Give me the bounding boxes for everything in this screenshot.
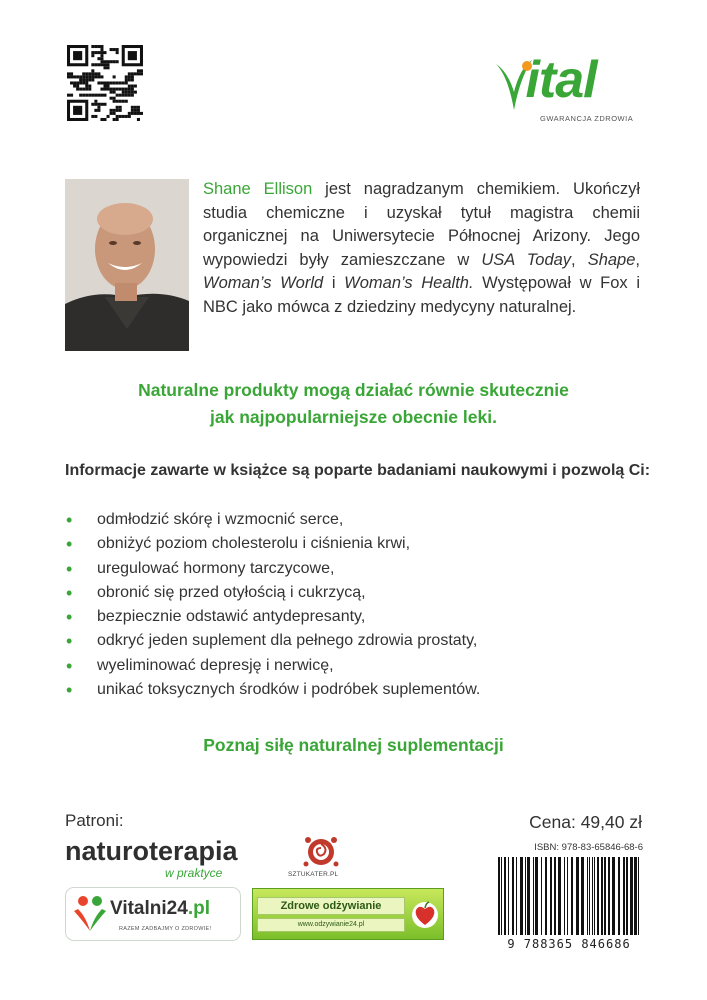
qr-code-icon — [67, 45, 143, 121]
closing-line: Poznaj siłę naturalnej suplementacji — [203, 735, 504, 755]
logo-wordmark: ital — [512, 51, 597, 109]
list-item: • wyeliminować depresję i nerwicę, — [65, 654, 665, 678]
heart-apple-icon — [411, 899, 439, 929]
list-item: • unikać toksycznych środków i podróbek suplementów. — [65, 678, 665, 702]
vitalni24-logo: Vitalni24.pl RAZEM ZADBAJMY O ZDROWIE! — [65, 887, 241, 941]
sztukater-logo: SZTUKATER.PL — [286, 834, 356, 882]
tagline: Naturalne produkty mogą działać równie skutecznie jak najpopularniejsze obecnie leki. — [138, 380, 569, 427]
sztukater-emblem-icon — [286, 834, 356, 870]
isbn: ISBN: 978-83-65846-68-6 — [534, 842, 643, 853]
patrons-label: Patroni: — [65, 811, 124, 830]
barcode-icon — [494, 857, 644, 939]
people-icon — [70, 891, 110, 937]
author-bio: Shane Ellison jest nagradzanym chemikiem. Ukończył studia chemiczne i uzyskał tytuł magistra chemii organicznej na Uniwersytecie Północnej Arizony. Jego wypowiedzi były zamieszczane w USA Today, Shape, Woman’s World i Woman’s Health. Występował w Fox i NBC jako mówca z dziedziny medycyny naturalnej. — [203, 180, 640, 316]
price: Cena: 49,40 zł — [529, 812, 642, 832]
list-item: • obniżyć poziom cholesterolu i ciśnienia krwi, — [65, 532, 665, 556]
author-name: Shane Ellison — [203, 180, 313, 198]
list-item: • bezpiecznie odstawić antydepresanty, — [65, 605, 665, 629]
list-item: • obronić się przed otyłością i cukrzycą, — [65, 581, 665, 605]
benefits-intro: Informacje zawarte w książce są poparte badaniami naukowymi i pozwolą Ci: — [65, 462, 651, 479]
list-item: • uregulować hormony tarczycowe, — [65, 557, 665, 581]
benefits-list — [65, 508, 665, 702]
vital-logo — [494, 52, 644, 132]
naturoterapia-logo: naturoterapia w praktyce — [65, 836, 238, 880]
logo-tagline: GWARANCJA ZDROWIA — [540, 114, 634, 123]
zdrowe-odzywianie-banner: Zdrowe odżywianie www.odzywianie24.pl — [252, 888, 444, 940]
barcode-number: 9 788365 846686 — [507, 937, 631, 951]
list-item: • odkryć jeden suplement dla pełnego zdrowia prostaty, — [65, 629, 665, 653]
author-photo — [65, 179, 189, 351]
list-item: • odmłodzić skórę i wzmocnić serce, — [65, 508, 665, 532]
